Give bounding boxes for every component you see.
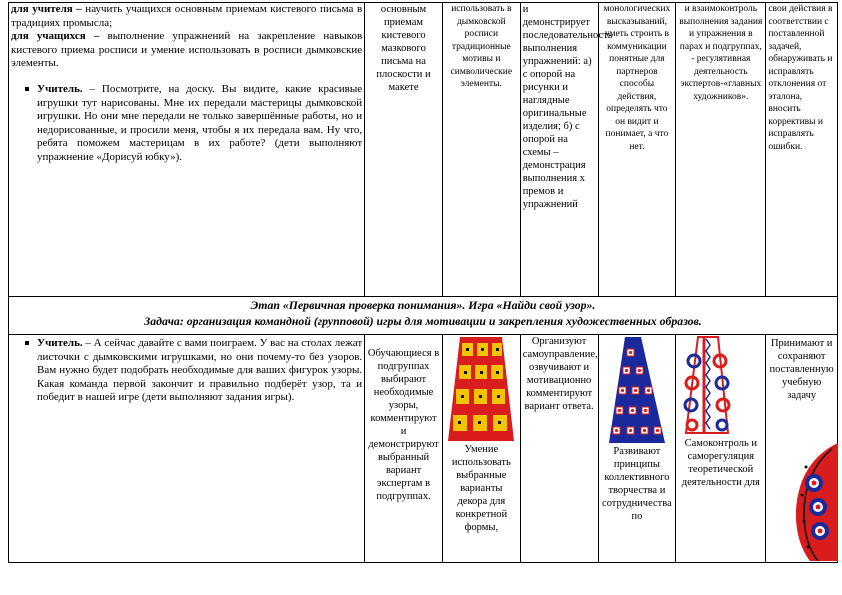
cognitive-uud-text: Организуют самоуправление, озвучивают и мотивационно комментируют вариант ответа.	[522, 336, 598, 412]
dymkovo-ornament-illustration	[792, 443, 840, 561]
table-row	[9, 335, 838, 563]
communicative-uud-text: монологических высказываний, уметь строить в коммуникации понятные для партнеров способы действия, определять что он видит и понимает, а что нет.	[603, 4, 671, 152]
goal-teacher-text: научить учащихся основным приемам кистевого письма в традициях промысла;	[11, 3, 363, 29]
bullet-icon	[25, 341, 29, 345]
communicative-uud-cell	[598, 335, 676, 563]
student-activity-text: Обучающиеся в подгруппах выбирают необходимые узоры, комментируют и демонстрируют выбранный вариант экспертам в подгруппах.	[367, 348, 440, 502]
subject-results-text: использовать в дымковской росписи традиционные мотивы и символические элементы.	[450, 4, 513, 89]
goal-teacher	[11, 3, 362, 30]
goal-students-label: для учащихся –	[11, 30, 100, 43]
teacher-activity-cell	[9, 335, 365, 563]
speech-text: – А сейчас давайте с вами поиграем. У вас на столах лежат листочки с дымковскими игрушками, но они почему-то без узоров. Вам нужно будет подобрать необходимые для ваших фигурок узоры. Какая команда первой закончит и правильно подберёт узор, та и победит в нашей игре (дети выполняют задания игры).	[37, 337, 363, 404]
stage-task: Задача: организация командной (групповой) игры для мотивации и закрепления художественных образов.	[144, 314, 702, 328]
dymkovo-skirt-red-illustration	[446, 335, 516, 443]
personal-uud-cell	[766, 335, 838, 563]
stage-header-row	[9, 297, 838, 335]
lesson-plan-page	[8, 2, 838, 565]
speaker-label: Учитель.	[37, 82, 83, 95]
subject-results-cell	[442, 335, 520, 563]
bullet-icon	[25, 87, 29, 91]
personal-uud-text: Принимают и сохраняют поставленную учебную задачу	[769, 338, 834, 401]
regulative-uud-cell	[676, 335, 766, 563]
stage-title: Этап «Первичная проверка понимания». Игра «Найди свой узор».	[250, 298, 596, 312]
teacher-speech	[11, 337, 362, 405]
goal-teacher-label: для учителя –	[11, 3, 82, 15]
teacher-speech	[11, 83, 362, 165]
subject-results-text: Умение использовать выбранные варианты декора для конкретной формы,	[451, 444, 511, 533]
table-row	[9, 3, 838, 297]
goal-students	[11, 30, 362, 71]
stage-header-cell	[9, 297, 838, 335]
cognitive-uud-text: и демонстрирует последовательность выполнения упражнений: а) с опорой на рисунки и наглядные оригинальные изделия; б) с опорой на схемы – демонстрация выполнения х премов и упражнений	[522, 4, 613, 210]
student-activity-text: основным приемам кистевого мазкового письма на плоскости и макете	[376, 4, 431, 93]
regulative-uud-text: Самоконтроль и саморегуляция теоретической деятельности для	[681, 438, 760, 488]
personal-uud-text: свои действия в соответствии с поставленной задачей, обнаруживать и исправлять отклонения от эталона, вносить коррективы и исправлять ошибки.	[768, 4, 833, 152]
regulative-uud-text: и взаимоконтроль выполнения задания и упражнения в парах и подгруппах, - регулятивная деятельность экспертов-«главных художников».	[679, 4, 763, 102]
goal-students-text: выполнение упражнений на закрепление навыков кистевого приема росписи и умение использовать в росписи дымковские элементы.	[11, 30, 363, 70]
speech-text: – Посмотрите, на доску. Вы видите, какие красивые игрушки тут нарисованы. Мне их передали мастерицы дымковской игрушки. Но они мне передали не только завершённые работы, но и недорисованные, и просили меня, чтобы я их передала вам. Ну что, ребята поможем мастерицам в их работе? (дети выполняют упражнение «Дорисуй юбку»).	[37, 82, 363, 163]
speaker-label: Учитель.	[37, 337, 83, 349]
dymkovo-skirt-rings-illustration	[682, 335, 732, 435]
lesson-plan-table	[8, 2, 838, 563]
communicative-uud-text: Развивают принципы коллективного творчества и сотрудничества по	[602, 446, 672, 522]
dymkovo-skirt-blue-illustration	[607, 335, 667, 445]
teacher-activity-cell	[9, 3, 365, 297]
